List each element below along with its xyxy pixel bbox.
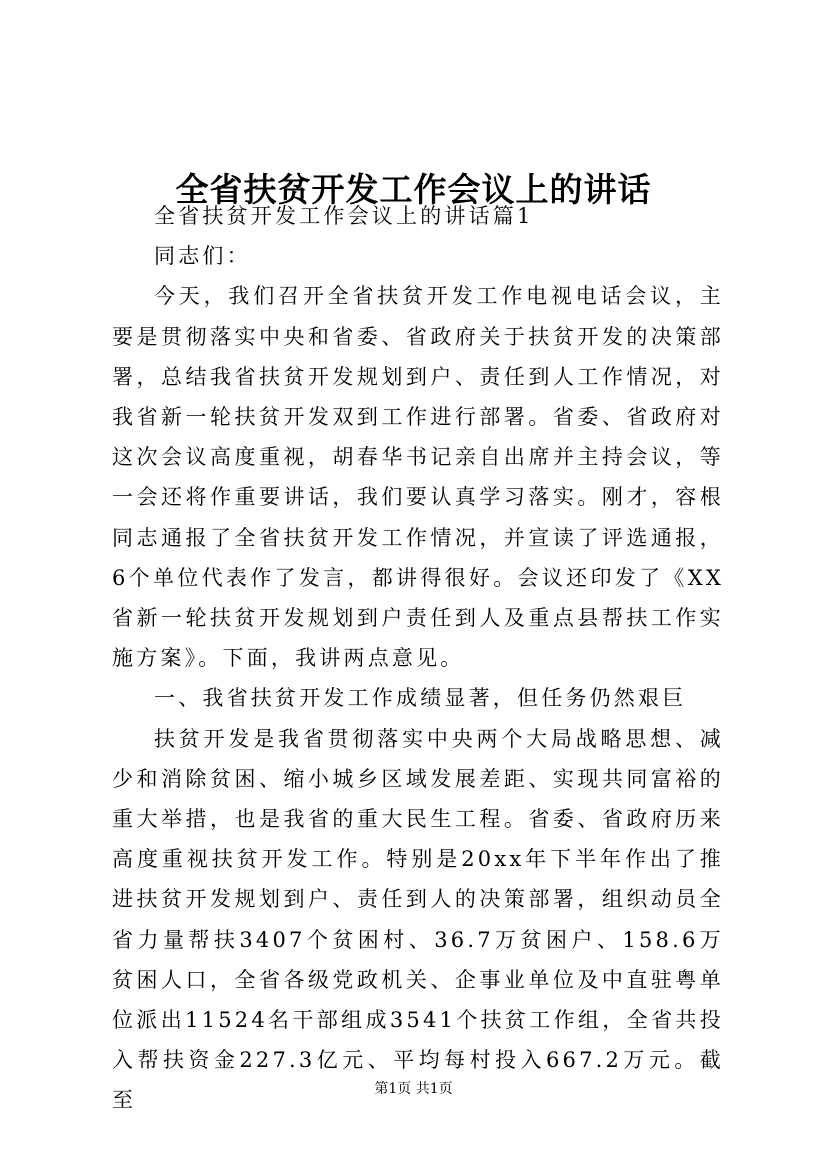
section-heading: 一、我省扶贫开发工作成绩显著，但任务仍然艰巨 xyxy=(154,686,687,711)
document-body xyxy=(112,196,724,1121)
page-footer: 第1页 共1页 xyxy=(374,1081,453,1097)
salutation-paragraph: 同志们： xyxy=(154,244,251,269)
body-paragraph: 今天，我们召开全省扶贫开发工作电视电话会议，主要是贯彻落实中央和省委、省政府关于扶贫开发的决策部署，总结我省扶贫开发规划到户、责任到人工作情况，对我省新一轮扶贫开发双到工作进行部署。省委、省政府对这次会议高度重视，胡春华书记亲自出席并主持会议，等一会还将作重要讲话，我们要认真学习落实。刚才，容根同志通报了全省扶贫开发工作情况，并宣读了评选通报，6个单位代表作了发言，都讲得很好。会议还印发了《XX省新一轮扶贫开发规划到户责任到人及重点县帮扶工作实施方案》。下面，我讲两点意见。 xyxy=(112,284,724,671)
subtitle-paragraph: 全省扶贫开发工作会议上的讲话篇1 xyxy=(154,204,534,228)
document-title: 全省扶贫开发工作会议上的讲话 xyxy=(175,170,652,210)
body-paragraph: 扶贫开发是我省贯彻落实中央两个大局战略思想、减少和消除贫困、缩小城乡区域发展差距、实现共同富裕的重大举措，也是我省的重大民生工程。省委、省政府历来高度重视扶贫开发工作。特别是20xx年下半年作出了推进扶贫开发规划到户、责任到人的决策部署，组织动员全省力量帮扶3407个贫困村、36.7万贫困户、158.6万贫困人口，全省各级党政机关、企事业单位及中直驻粤单位派出11524名干部组成3541个扶贫工作组，全省共投入帮扶资金227.3亿元、平均每村投入667.2万元。截至 xyxy=(112,726,724,1113)
